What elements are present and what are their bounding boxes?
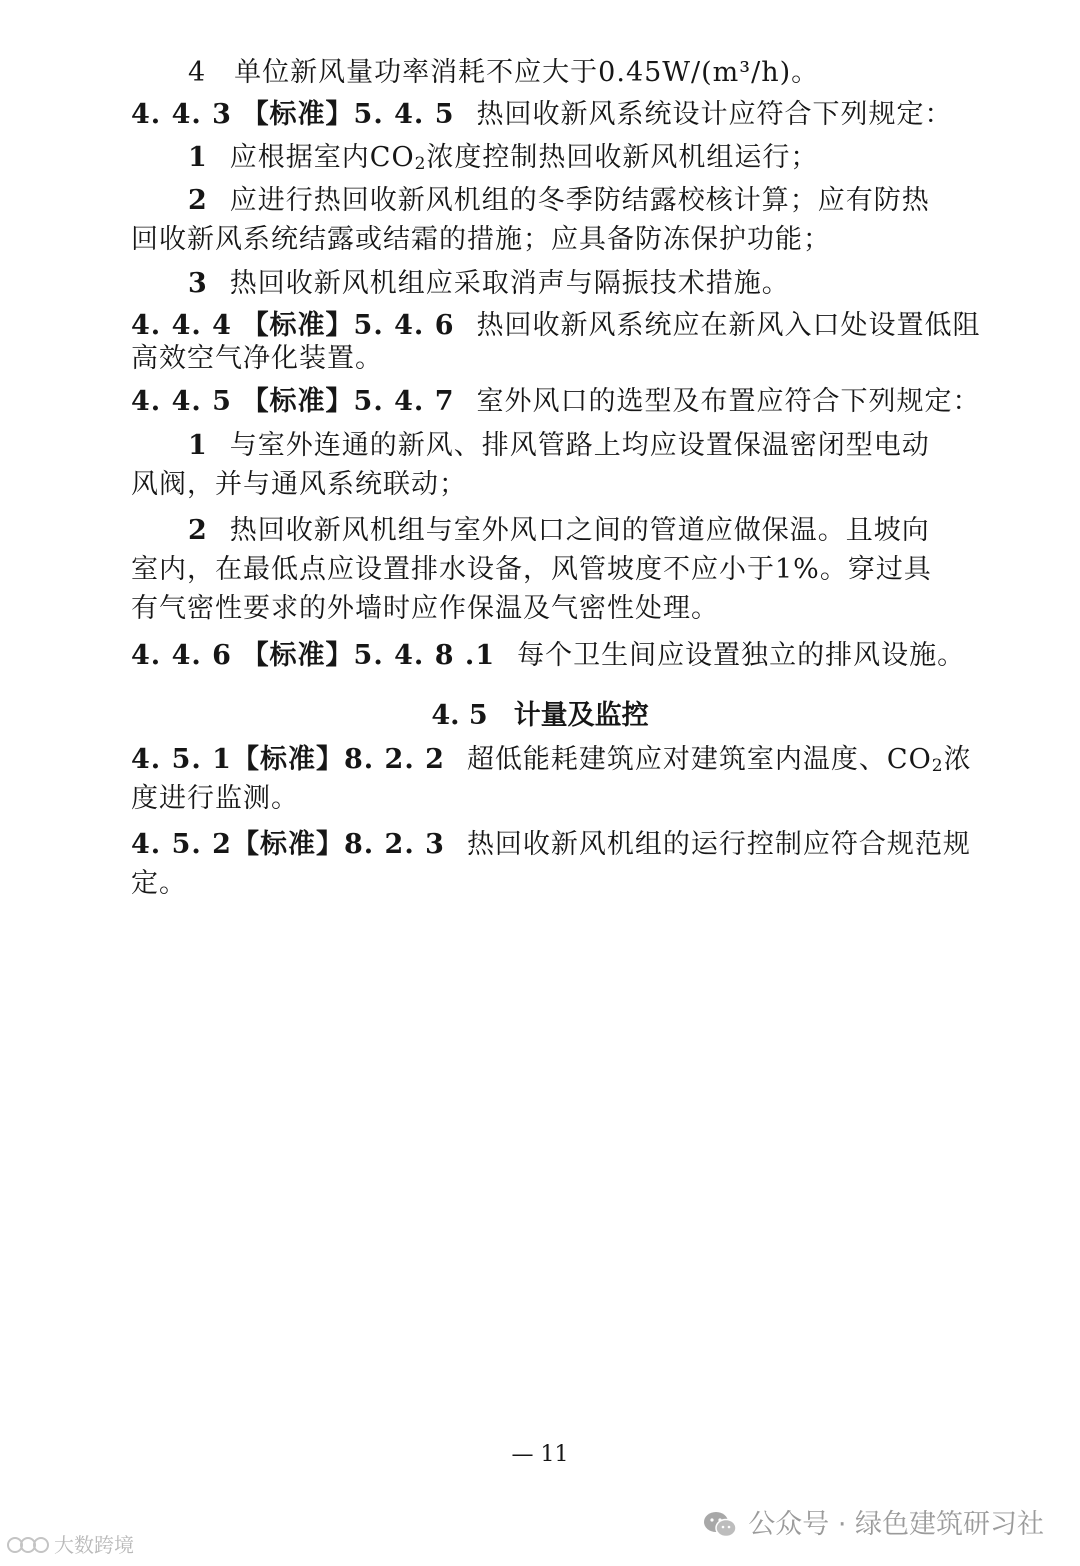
item-text: 热回收新风机组与室外风口之间的管道应做保温。且坡向 (229, 515, 930, 546)
item-4-text: 4 单位新风量功率消耗不应大于0.45W/(m³/h)。 (188, 57, 820, 88)
item-text: 与室外连通的新风、排风管路上均应设置保温密闭型电动 (229, 430, 930, 461)
item-text-cont: 风阀，并与通风系统联动； (131, 469, 467, 500)
item-number: 2 (188, 185, 208, 216)
clause-text-post: 浓 (943, 744, 972, 775)
clause-4-4-5-item-2 (188, 513, 930, 549)
clause-text-cont: 高效空气净化装置。 (131, 343, 383, 374)
item-text: 热回收新风机组应采取消声与隔振技术措施。 (229, 268, 790, 299)
clause-standard-ref: 【标准】5. 4. 5 (241, 99, 455, 130)
clause-4-5-2 (131, 827, 971, 863)
clause-standard-ref: 【标准】8. 2. 3 (231, 829, 445, 860)
clause-text: 室外风口的选型及布置应符合下列规定： (476, 386, 981, 417)
item-text-pre: 应根据室内CO (229, 142, 415, 173)
clause-4-4-3-item-2 (188, 183, 930, 219)
clause-number: 4. 5. 1 (131, 744, 232, 775)
clause-text: 热回收新风系统应在新风入口处设置低阻 (476, 310, 981, 341)
section-heading (0, 698, 1080, 734)
clause-4-4-5-item-1-cont (131, 467, 467, 503)
clause-text-cont: 定。 (131, 868, 187, 899)
clause-4-4-5-item-2-cont2 (131, 591, 719, 627)
clause-standard-ref: 【标准】8. 2. 2 (231, 744, 445, 775)
co2-subscript: 2 (931, 756, 944, 776)
clause-standard-ref: 【标准】5. 4. 8 .1 (241, 640, 496, 671)
page-number: — 11 (511, 1442, 569, 1467)
wechat-icon (702, 1510, 738, 1540)
clause-4-4-3-item-1 (188, 140, 818, 176)
watermark-text: 公众号 · 绿色建筑研习社 (748, 1509, 1044, 1540)
clause-4-5-1-cont (131, 781, 299, 817)
section-name: 计量及监控 (513, 700, 649, 731)
item-number: 2 (188, 515, 208, 546)
clause-4-4-6 (131, 638, 965, 674)
clause-4-4-3 (131, 97, 953, 133)
clause-4-4-4-cont (131, 341, 383, 377)
clause-4-5-2-cont (131, 866, 187, 902)
clause-4-4-5-item-1 (188, 428, 930, 464)
clause-text: 每个卫生间应设置独立的排风设施。 (517, 640, 966, 671)
clause-number: 4. 4. 4 (131, 310, 232, 341)
clause-4-4-3-item-2-cont (131, 222, 831, 258)
watermark (702, 1508, 1044, 1542)
clause-4-5-1 (131, 742, 972, 778)
logo-icon (6, 1534, 50, 1556)
clause-standard-ref: 【标准】5. 4. 6 (241, 310, 455, 341)
item-text-cont: 室内，在最低点应设置排水设备，风管坡度不应小于1%。穿过具 (131, 554, 932, 585)
clause-standard-ref: 【标准】5. 4. 7 (241, 386, 455, 417)
clause-4-4-3-item-3 (188, 266, 790, 302)
item-4-line (188, 55, 819, 91)
item-text-post: 浓度控制热回收新风机组运行； (426, 142, 819, 173)
clause-number: 4. 4. 3 (131, 99, 232, 130)
item-text-cont: 回收新风系统结露或结霜的措施；应具备防冻保护功能； (131, 224, 831, 255)
clause-text-pre: 超低能耗建筑应对建筑室内温度、CO (466, 744, 932, 775)
co2-subscript: 2 (414, 154, 427, 174)
item-number: 3 (188, 268, 208, 299)
clause-text-cont: 度进行监测。 (131, 783, 299, 814)
clause-number: 4. 5. 2 (131, 829, 232, 860)
clause-text: 热回收新风系统设计应符合下列规定： (476, 99, 953, 130)
corner-text: 大数跨境 (54, 1533, 134, 1557)
clause-4-4-5-item-2-cont1 (131, 552, 932, 588)
section-number: 4. 5 (431, 700, 488, 731)
corner-watermark (6, 1532, 134, 1558)
clause-4-4-4 (131, 308, 981, 344)
item-text-cont: 有气密性要求的外墙时应作保温及气密性处理。 (131, 593, 719, 624)
clause-4-4-5 (131, 384, 981, 420)
item-number: 1 (188, 142, 208, 173)
clause-number: 4. 4. 6 (131, 640, 232, 671)
clause-number: 4. 4. 5 (131, 386, 232, 417)
item-number: 1 (188, 430, 208, 461)
clause-text: 热回收新风机组的运行控制应符合规范规 (466, 829, 971, 860)
item-text: 应进行热回收新风机组的冬季防结露校核计算；应有防热 (229, 185, 930, 216)
